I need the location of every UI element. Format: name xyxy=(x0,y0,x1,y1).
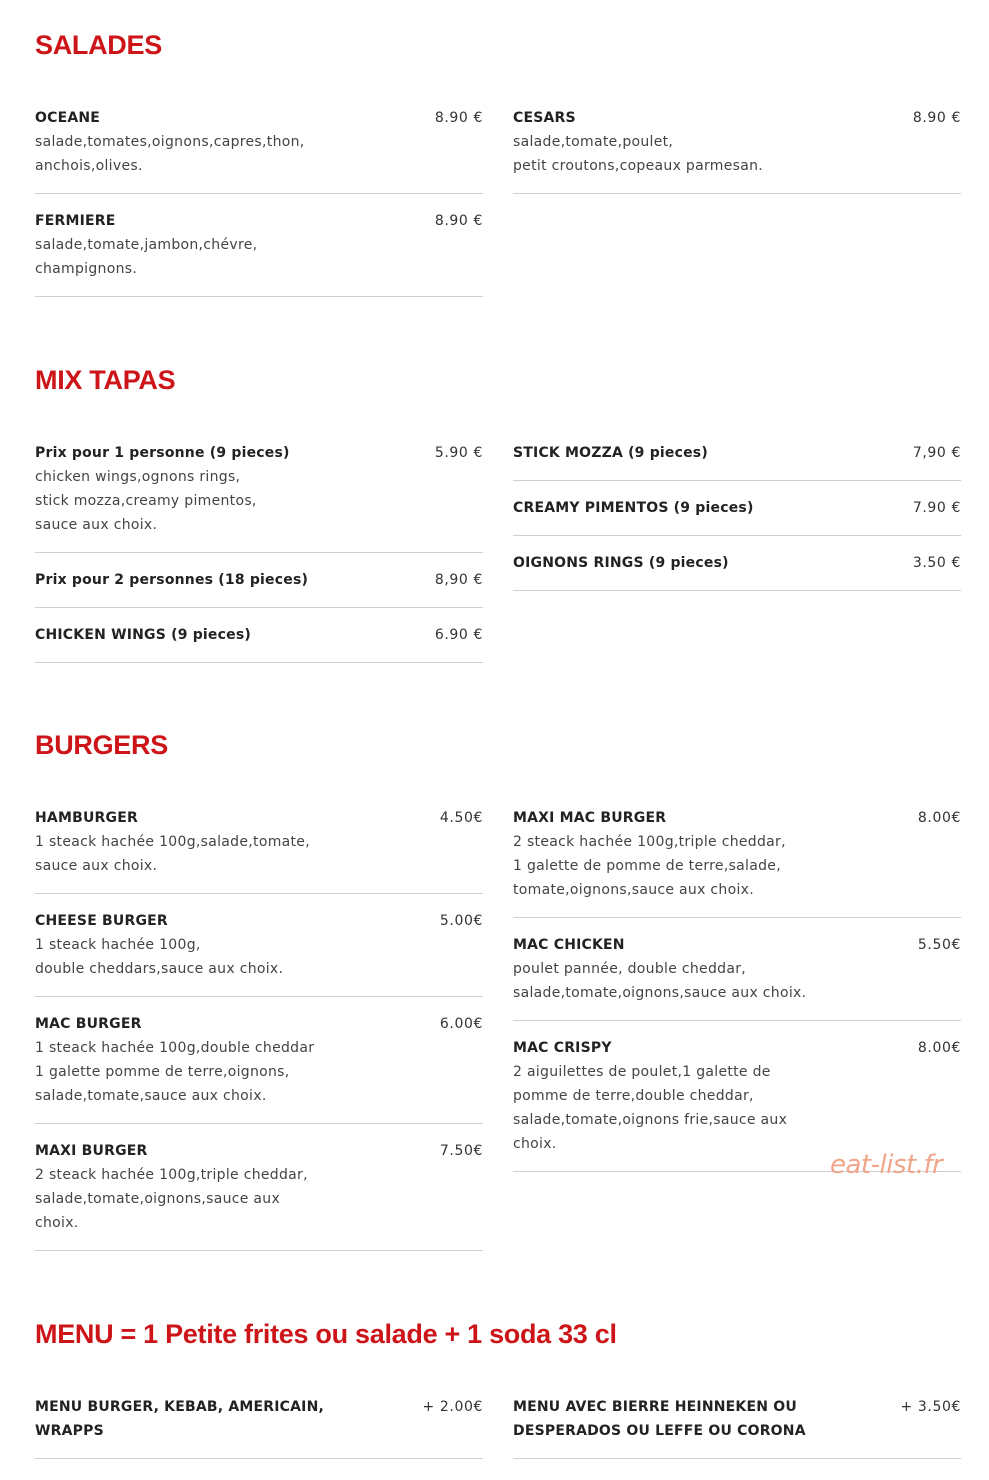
burgers-left-column xyxy=(35,806,483,1266)
item-description: poulet pannée, double cheddar, salade,tomate,oignons,sauce aux choix. xyxy=(513,961,807,1001)
item-description: 2 aiguilettes de poulet,1 galette de pomme de terre,double cheddar, salade,tomate,oignons frie,sauce aux choix. xyxy=(513,1064,788,1152)
item-name: HAMBURGER xyxy=(35,810,138,826)
item-name: CHICKEN WINGS (9 pieces) xyxy=(35,627,251,643)
item-name: OCEANE xyxy=(35,110,101,126)
item-name: CHEESE BURGER xyxy=(35,913,168,929)
item-price: + 2.00€ xyxy=(422,1399,483,1415)
item-price: 5.90 € xyxy=(434,445,483,461)
item-price: 3.50 € xyxy=(912,555,961,571)
burgers-right-column xyxy=(513,806,961,1187)
menu-left-column xyxy=(35,1395,483,1474)
section-title-menu: MENU = 1 Petite frites ou salade + 1 soda 33 cl xyxy=(35,1319,617,1349)
section-title-salades: SALADES xyxy=(35,30,162,60)
item-name: MAXI BURGER xyxy=(35,1143,148,1159)
menu-item xyxy=(513,1395,961,1459)
item-description: salade,tomates,oignons,capres,thon, anchois,olives. xyxy=(35,134,305,174)
item-price: 6.00€ xyxy=(439,1016,483,1032)
section-title-mix-tapas: MIX TAPAS xyxy=(35,365,176,395)
item-description: chicken wings,ognons rings, stick mozza,creamy pimentos, sauce aux choix. xyxy=(35,469,257,533)
item-price: 7.50€ xyxy=(439,1143,483,1159)
tapas-left-column xyxy=(35,441,483,678)
watermark-eat-list: eat-list.fr xyxy=(830,1150,943,1180)
item-price: + 3.50€ xyxy=(900,1399,961,1415)
item-name: Prix pour 1 personne (9 pieces) xyxy=(35,445,290,461)
item-name: MENU AVEC BIERRE HEINNEKEN OU DESPERADOS OU LEFFE OU CORONA xyxy=(513,1399,806,1439)
menu-item xyxy=(513,933,961,1021)
tapas-right-column xyxy=(513,441,961,606)
item-price: 7,90 € xyxy=(912,445,961,461)
item-price: 5.50€ xyxy=(917,937,961,953)
item-name: MAC CHICKEN xyxy=(513,937,625,953)
item-name: MAC CRISPY xyxy=(513,1040,612,1056)
salades-right-column xyxy=(513,106,961,209)
menu-item xyxy=(35,1395,483,1459)
item-price: 7.90 € xyxy=(912,500,961,516)
item-description: 2 steack hachée 100g,triple cheddar, 1 galette de pomme de terre,salade, tomate,oignons,sauce aux choix. xyxy=(513,834,786,898)
item-name: MENU BURGER, KEBAB, AMERICAIN, WRAPPS xyxy=(35,1399,325,1439)
item-name: OIGNONS RINGS (9 pieces) xyxy=(513,555,729,571)
item-name: FERMIERE xyxy=(35,213,116,229)
item-name: STICK MOZZA (9 pieces) xyxy=(513,445,708,461)
item-price: 8.90 € xyxy=(912,110,961,126)
item-price: 8,90 € xyxy=(434,572,483,588)
item-price: 5.00€ xyxy=(439,913,483,929)
menu-item xyxy=(35,209,483,297)
item-price: 8.00€ xyxy=(917,1040,961,1056)
item-description: 1 steack hachée 100g,salade,tomate, sauce aux choix. xyxy=(35,834,310,874)
section-title-burgers: BURGERS xyxy=(35,730,168,760)
item-price: 8.00€ xyxy=(917,810,961,826)
menu-item xyxy=(35,441,483,553)
menu-item xyxy=(513,106,961,194)
menu-item xyxy=(35,568,483,608)
salades-left-column xyxy=(35,106,483,312)
item-name: MAXI MAC BURGER xyxy=(513,810,667,826)
item-price: 6.90 € xyxy=(434,627,483,643)
menu-item xyxy=(35,1139,483,1251)
item-description: 1 steack hachée 100g, double cheddars,sauce aux choix. xyxy=(35,937,284,977)
menu-item xyxy=(35,909,483,997)
item-name: Prix pour 2 personnes (18 pieces) xyxy=(35,572,309,588)
item-name: CREAMY PIMENTOS (9 pieces) xyxy=(513,500,754,516)
item-description: salade,tomate,jambon,chévre, champignons. xyxy=(35,237,258,277)
item-price: 4.50€ xyxy=(439,810,483,826)
item-name: CESARS xyxy=(513,110,576,126)
menu-item xyxy=(513,551,961,591)
item-description: 1 steack hachée 100g,double cheddar 1 galette pomme de terre,oignons, salade,tomate,sauce aux choix. xyxy=(35,1040,315,1104)
menu-item xyxy=(35,806,483,894)
menu-item xyxy=(35,1012,483,1124)
item-description: salade,tomate,poulet, petit croutons,copeaux parmesan. xyxy=(513,134,764,174)
menu-item xyxy=(513,441,961,481)
menu-item xyxy=(35,106,483,194)
item-price: 8.90 € xyxy=(434,110,483,126)
menu-item xyxy=(35,623,483,663)
menu-right-column xyxy=(513,1395,961,1474)
menu-item xyxy=(513,806,961,918)
menu-item xyxy=(513,496,961,536)
item-description: 2 steack hachée 100g,triple cheddar, salade,tomate,oignons,sauce aux choix. xyxy=(35,1167,308,1231)
item-price: 8.90 € xyxy=(434,213,483,229)
item-name: MAC BURGER xyxy=(35,1016,142,1032)
